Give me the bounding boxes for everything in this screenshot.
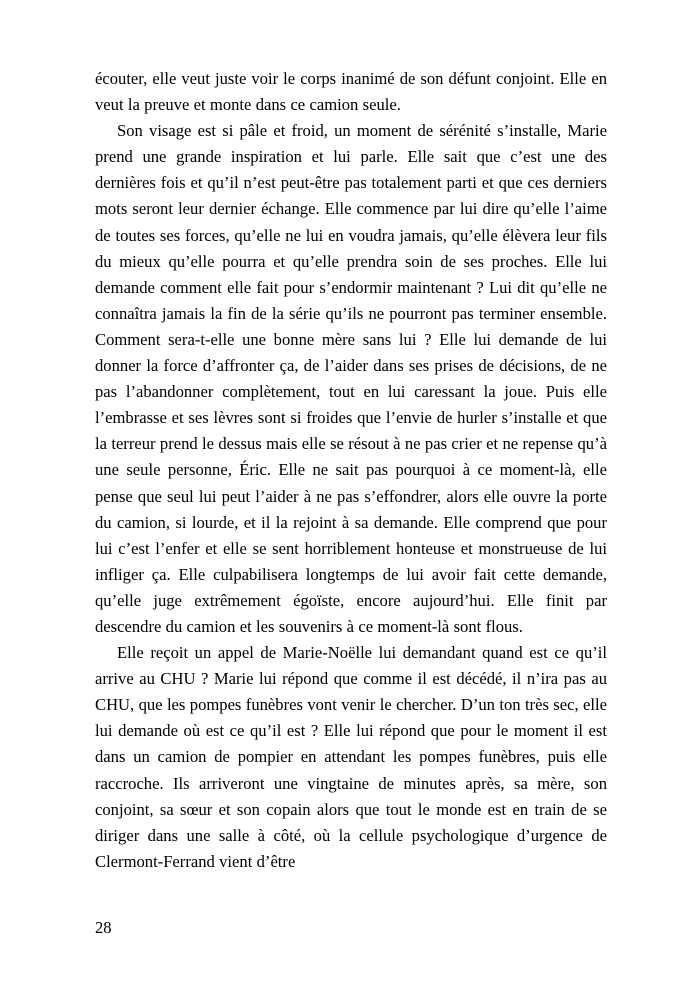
body-text-block <box>95 66 607 875</box>
page-number: 28 <box>95 918 112 937</box>
paragraph-1: écouter, elle veut juste voir le corps inanimé de son défunt conjoint. Elle en veut la preuve et monte dans ce camion seule. <box>95 69 607 115</box>
paragraph-2: Son visage est si pâle et froid, un moment de sérénité s’installe, Marie prend une grande inspiration et lui parle. Elle sait que c’est une des dernières fois et qu’il n’est peut-être pas totalement parti et que ces derniers mots seront leur dernier échange. Elle commence par lui dire qu’elle l’aime de toutes ses forces, qu’elle ne lui en voudra jamais, qu’elle élèvera leur fils du mieux qu’elle pourra et qu’elle prendra soin de ses proches. Elle lui demande comment elle fait pour s’endormir maintenant ? Lui dit qu’elle ne connaîtra jamais la fin de la série qu’ils ne pourront pas terminer ensemble. Comment sera-t-elle une bonne mère sans lui ? Elle lui demande de lui donner la force d’affronter ça, de l’aider dans ses prises de décisions, de ne pas l’abandonner complètement, tout en lui caressant la joue. Puis elle l’embrasse et ses lèvres sont si froides que l’envie de hurler s’installe et que la terreur prend le dessus mais elle se résout à ne pas crier et ne repense qu’à une seule personne, Éric. Elle ne sait pas pourquoi à ce moment-là, elle pense que seul lui peut l’aider à ne pas s’effondrer, alors elle ouvre la porte du camion, si lourde, et il la rejoint à sa demande. Elle comprend que pour lui c’est l’enfer et elle se sent horriblement honteuse et monstrueuse de lui infliger ça. Elle culpabilisera longtemps de lui avoir fait cette demande, qu’elle juge extrêmement égoïste, encore aujourd’hui. Elle finit par descendre du camion et les souvenirs à ce moment-là sont flous. <box>95 121 607 636</box>
paragraph-3: Elle reçoit un appel de Marie-Noëlle lui demandant quand est ce qu’il arrive au CHU ? Marie lui répond que comme il est décédé, il n’ira pas au CHU, que les pompes funèbres vont venir le chercher. D’un ton très sec, elle lui demande où est ce qu’il est ? Elle lui répond que pour le moment il est dans un camion de pompier en attendant les pompes funèbres, puis elle raccroche. Ils arriveront une vingtaine de minutes après, sa mère, son conjoint, sa sœur et son copain alors que tout le monde est en train de se diriger dans une salle à côté, où la cellule psychologique d’urgence de Clermont-Ferrand vient d’être <box>95 643 607 871</box>
